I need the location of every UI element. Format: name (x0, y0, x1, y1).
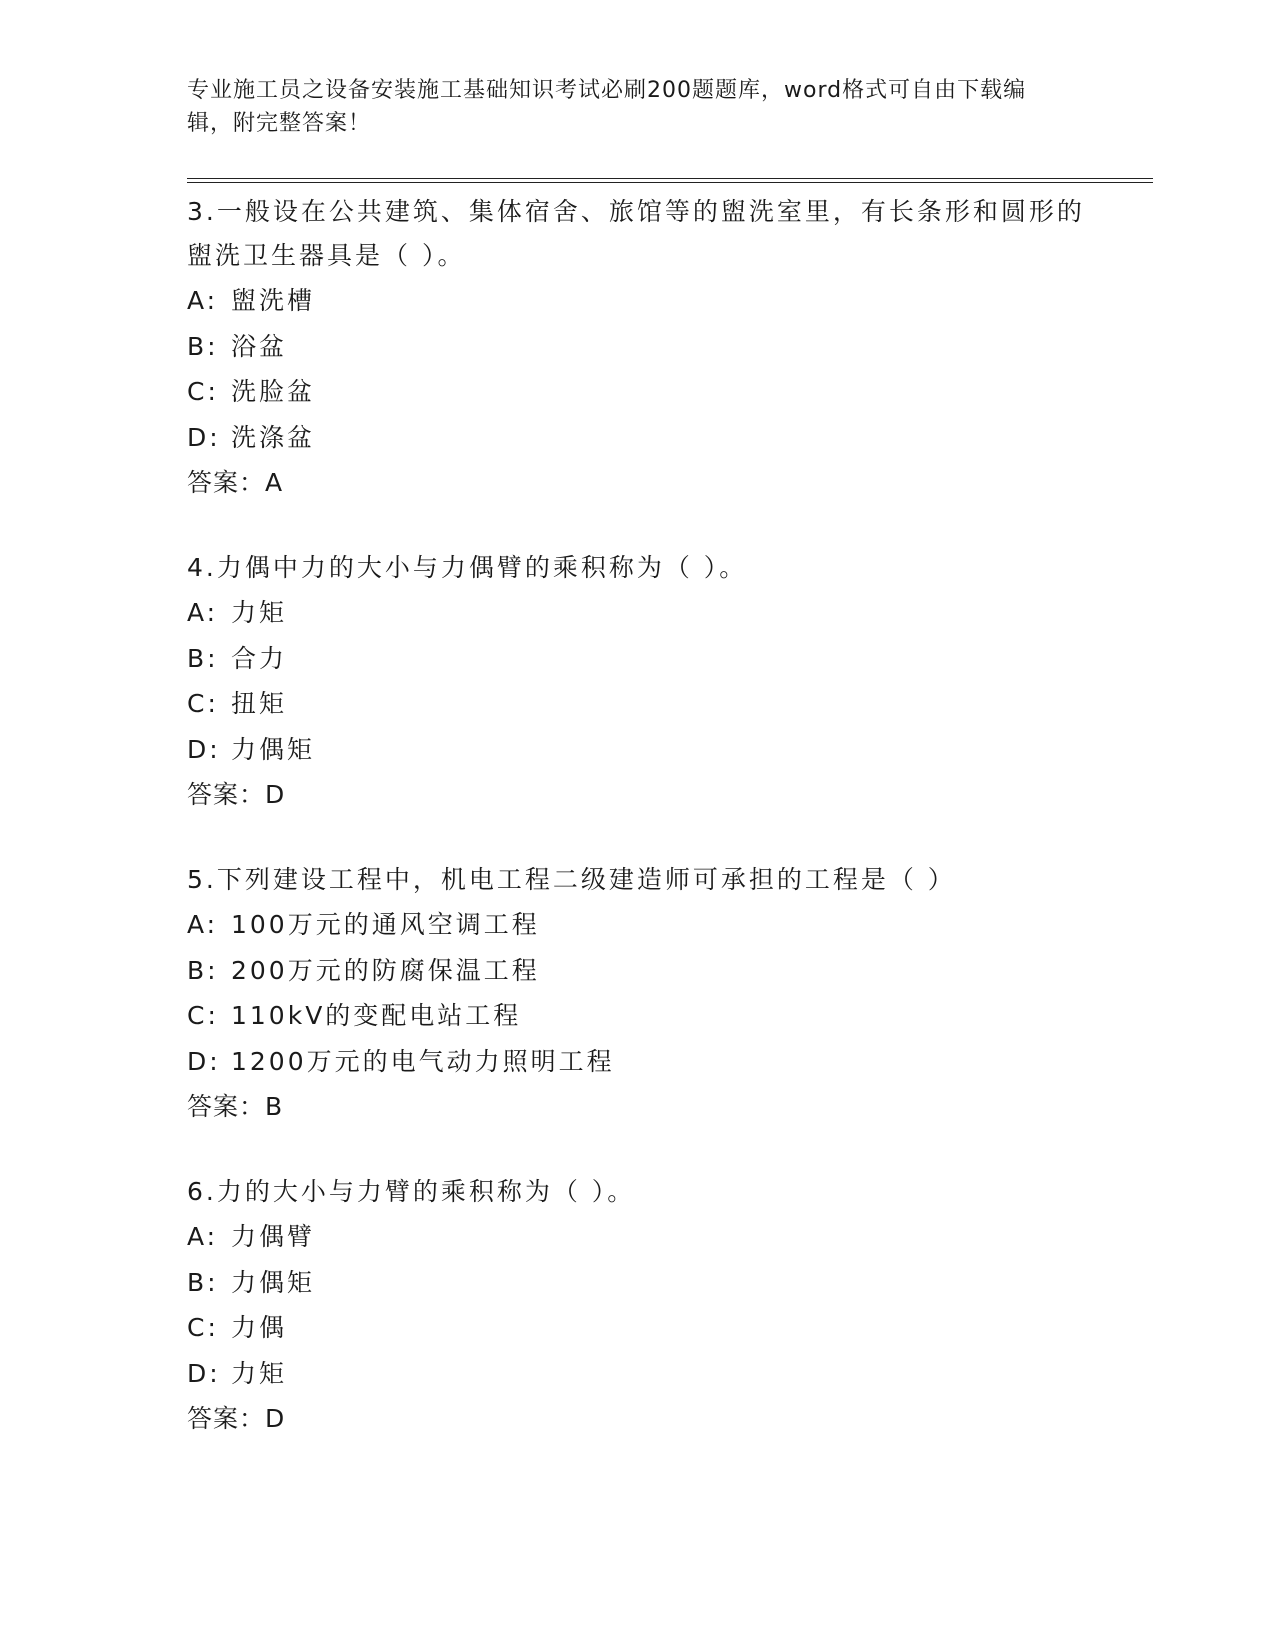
option-text: 洗脸盆 (231, 377, 316, 406)
option-letter: A: (187, 598, 219, 627)
option-letter: B: (187, 1267, 219, 1297)
option-a (187, 1214, 1087, 1260)
option-a (187, 590, 1087, 636)
question-item (187, 546, 1087, 818)
option-letter: C: (187, 377, 219, 406)
option-text: 扭矩 (231, 689, 288, 718)
option-text: 力偶矩 (231, 1267, 316, 1297)
option-b (187, 1260, 1087, 1306)
question-stem: 6.力的大小与力臂的乘积称为（ ）。 (187, 1177, 636, 1206)
question-item (187, 1170, 1087, 1442)
option-letter: D: (187, 1046, 221, 1076)
option-text: 合力 (231, 643, 288, 673)
option-text: 200万元的防腐保温工程 (231, 955, 540, 985)
answer-label: 答案： (187, 780, 266, 809)
answer-line (187, 460, 1087, 506)
answer-line (187, 772, 1087, 818)
option-text: 110kV的变配电站工程 (231, 1001, 522, 1030)
question-item (187, 190, 1087, 506)
answer-value: D (265, 780, 286, 809)
answer-line (187, 1084, 1087, 1130)
option-letter: B: (187, 643, 219, 673)
answer-value: A (265, 468, 284, 497)
option-a (187, 278, 1087, 324)
question-list (187, 190, 1087, 1482)
option-text: 洗涤盆 (231, 422, 316, 452)
answer-label: 答案： (187, 1404, 266, 1433)
option-text: 盥洗槽 (231, 286, 316, 315)
option-b (187, 636, 1087, 682)
option-c (187, 369, 1087, 415)
option-text: 力矩 (231, 1358, 288, 1388)
option-text: 浴盆 (231, 331, 288, 361)
answer-label: 答案： (187, 1092, 266, 1121)
option-text: 力偶 (231, 1313, 288, 1342)
answer-label: 答案： (187, 468, 266, 497)
option-letter: B: (187, 331, 219, 361)
answer-value: D (265, 1404, 286, 1433)
option-text: 力偶矩 (231, 734, 316, 764)
question-stem: 5.下列建设工程中，机电工程二级建造师可承担的工程是（ ） (187, 865, 956, 894)
option-letter: C: (187, 1001, 219, 1030)
option-c (187, 681, 1087, 727)
option-b (187, 324, 1087, 370)
option-letter: D: (187, 734, 221, 764)
option-letter: A: (187, 910, 219, 939)
option-letter: A: (187, 1222, 219, 1251)
option-text: 100万元的通风空调工程 (231, 910, 540, 939)
option-letter: C: (187, 689, 219, 718)
document-title: 专业施工员之设备安装施工基础知识考试必刷200题题库，word格式可自由下载编辑，附完整答案！ (187, 78, 1027, 136)
option-text: 1200万元的电气动力照明工程 (231, 1046, 615, 1076)
option-letter: A: (187, 286, 219, 315)
option-d (187, 415, 1087, 461)
option-letter: C: (187, 1313, 219, 1342)
option-letter: D: (187, 422, 221, 452)
option-letter: D: (187, 1358, 221, 1388)
answer-line (187, 1396, 1087, 1442)
header-divider-top (187, 178, 1153, 179)
option-b (187, 948, 1087, 994)
option-a (187, 902, 1087, 948)
header-divider-bottom (187, 182, 1153, 183)
option-d (187, 727, 1087, 773)
answer-value: B (265, 1092, 284, 1121)
option-c (187, 993, 1087, 1039)
question-stem: 3.一般设在公共建筑、集体宿舍、旅馆等的盥洗室里，有长条形和圆形的盥洗卫生器具是（ ）。 (187, 197, 1085, 270)
question-item (187, 858, 1087, 1130)
option-text: 力矩 (231, 598, 288, 627)
option-letter: B: (187, 955, 219, 985)
option-text: 力偶臂 (231, 1222, 316, 1251)
option-d (187, 1351, 1087, 1397)
question-stem: 4.力偶中力的大小与力偶臂的乘积称为（ ）。 (187, 553, 748, 582)
option-d (187, 1039, 1087, 1085)
option-c (187, 1305, 1087, 1351)
